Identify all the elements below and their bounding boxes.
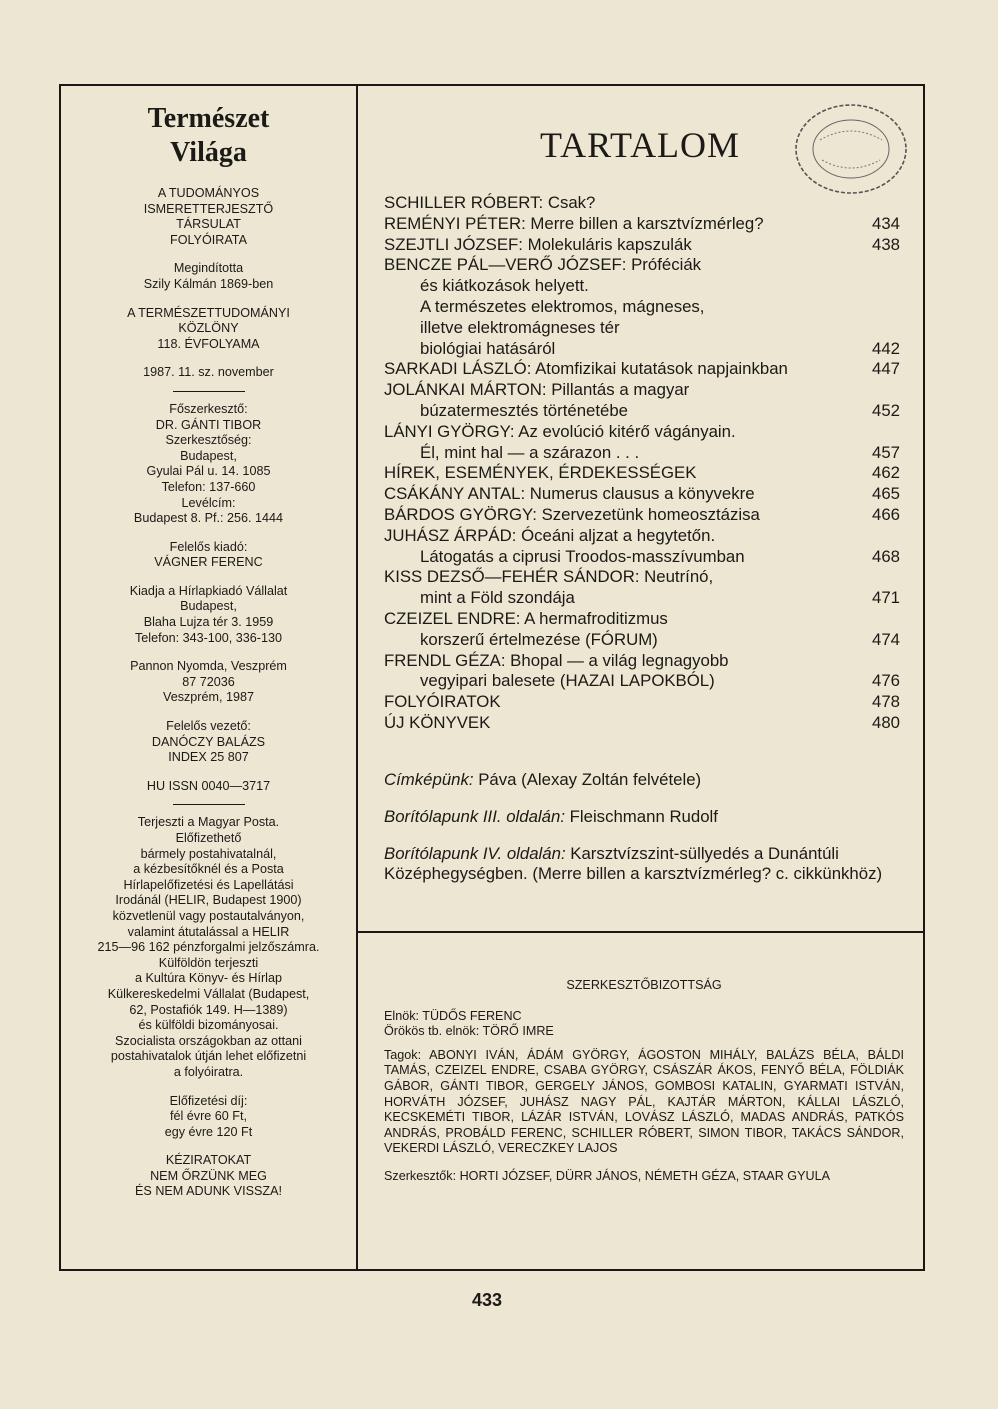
text-line: Szerkesztőség:: [165, 433, 252, 448]
text-line: Blaha Lujza tér 3. 1959: [143, 615, 274, 630]
founded-block: [61, 261, 356, 292]
toc-page-number: 468: [872, 546, 900, 566]
text-line: A TUDOMÁNYOS: [157, 186, 260, 200]
toc-entry: [384, 609, 900, 651]
toc-entry-text: vegyipari balesete (HAZAI LAPOKBÓL): [420, 671, 715, 691]
text-line: ÉS NEM ADUNK VISSZA!: [135, 1184, 282, 1199]
text-line: Budapest,: [180, 599, 237, 614]
text-line: egy évre 120 Ft: [164, 1124, 253, 1139]
toc-entry-text: ÚJ KÖNYVEK: [384, 712, 491, 732]
text-line: KÉZIRATOKAT: [165, 1153, 252, 1168]
toc-page-number: 466: [872, 504, 900, 524]
toc-page-number: 480: [872, 712, 900, 732]
toc-entry-text: búzatermesztés történetébe: [420, 400, 629, 420]
toc-page-number: 476: [872, 671, 900, 691]
text-line: A TERMÉSZETTUDOMÁNYI: [127, 305, 290, 320]
text-line: DR. GÁNTI TIBOR: [155, 417, 262, 432]
text-line: Szily Kálmán 1869-ben: [143, 276, 274, 291]
toc-page-number: 434: [872, 213, 900, 233]
toc-entry-text: BENCZE PÁL—VERŐ JÓZSEF: Próféciák: [384, 255, 702, 275]
text-line: közvetlenül vagy postautalványon,: [112, 908, 305, 923]
toc-page-number: 474: [872, 629, 900, 649]
cover-note-text: Fleischmann Rudolf: [564, 806, 718, 826]
toc-page-number: 462: [872, 463, 900, 483]
toc-entry-text: HÍREK, ESEMÉNYEK, ÉRDEKESSÉGEK: [384, 463, 697, 483]
text-line: Gyulai Pál u. 14. 1085: [146, 464, 271, 479]
text-line: és külföldi bizományosai.: [138, 1018, 279, 1033]
text-line: 62, Postafiók 149. H—1389): [129, 1002, 288, 1017]
text-line: ISMERETTERJESZTŐ: [143, 201, 274, 216]
text-line: Előfizethető: [175, 831, 242, 845]
board-title: SZERKESZTŐBIZOTTSÁG: [566, 978, 722, 992]
toc-entry-text: Látogatás a ciprusi Troodos-masszívumban: [420, 546, 745, 566]
text-line: Szocialista országokban az ottani: [115, 1033, 302, 1048]
cover-note: [384, 807, 904, 828]
distribution-block: [61, 815, 356, 1080]
cover-note: [384, 770, 904, 791]
editorial-block: [61, 402, 356, 527]
toc-page-number: 442: [872, 338, 900, 358]
toc-entry-text: KISS DEZSŐ—FEHÉR SÁNDOR: Neutrínó,: [384, 567, 714, 587]
cover-note-label: Borítólapunk III. oldalán:: [384, 806, 565, 826]
text-line: Külkereskedelmi Vállalat (Budapest,: [107, 986, 310, 1001]
text-line: Budapest 8. Pf.: 256. 1444: [133, 511, 284, 526]
press-block: [61, 659, 356, 706]
toc-entry: [384, 463, 900, 484]
toc-entry: [384, 422, 900, 464]
text-line: a Kultúra Könyv- és Hírlap: [135, 971, 282, 986]
volume-block: [61, 306, 356, 353]
text-line: 215—96 162 pénzforgalmi jelzőszámra.: [97, 940, 320, 955]
toc-entry-text: FOLYÓIRATOK: [384, 692, 501, 712]
toc-entry-text: A természetes elektromos, mágneses,: [420, 296, 705, 316]
text-line: KÖZLÖNY: [178, 321, 239, 336]
magazine-title: Természet Világa: [147, 103, 270, 168]
text-line: INDEX 25 807: [168, 750, 249, 765]
society-block: [61, 186, 356, 248]
toc-entry: [384, 359, 900, 380]
text-line: Kiadja a Hírlapkiadó Vállalat: [129, 583, 288, 598]
text-line: Levélcím:: [181, 495, 236, 510]
text-line: Irodánál (HELIR, Budapest 1900): [115, 893, 302, 908]
masthead-column: [61, 86, 356, 1269]
toc-entry-text: SZEJTLI JÓZSEF: Molekuláris kapszulák: [384, 234, 692, 254]
text-line: Telefon: 343-100, 336-130: [134, 630, 283, 645]
text-line: Telefon: 137-660: [161, 479, 256, 494]
toc-entry: [384, 214, 900, 235]
toc-entry: [384, 193, 900, 214]
rule: [173, 391, 245, 392]
toc-entry-text: FRENDL GÉZA: Bhopal — a világ legnagyobb: [384, 650, 729, 670]
text-line: valamint átutalással a HELIR: [127, 924, 290, 939]
rule: [173, 804, 245, 805]
text-line: Hírlapelőfizetési és Lapellátási: [123, 877, 294, 892]
page-number: 433: [472, 1290, 503, 1310]
toc-entry: [384, 692, 900, 713]
text-line: Főszerkesztő:: [169, 401, 248, 416]
toc-entry: [384, 380, 900, 422]
toc-entry: [384, 484, 900, 505]
cover-note: [384, 844, 904, 886]
toc-page-number: 478: [872, 692, 900, 712]
text-line: VÁGNER FERENC: [154, 555, 263, 570]
table-of-contents: [384, 193, 900, 734]
publisher-block: [61, 540, 356, 571]
cover-notes: [384, 770, 904, 901]
text-line: FOLYÓIRATA: [170, 232, 247, 247]
text-line: TÁRSULAT: [176, 217, 241, 232]
toc-entry-text: illetve elektromágneses tér: [420, 317, 620, 337]
toc-entry-text: SARKADI LÁSZLÓ: Atomfizikai kutatások napjainkban: [384, 359, 788, 379]
toc-entry-text: JUHÁSZ ÁRPÁD: Óceáni aljzat a hegytetőn.: [384, 525, 716, 545]
toc-entry: [384, 505, 900, 526]
text-line: 118. ÉVFOLYAMA: [157, 336, 260, 351]
editorial-board: [384, 978, 904, 1185]
text-line: Pannon Nyomda, Veszprém: [130, 659, 287, 674]
cover-note-label: Borítólapunk IV. oldalán:: [384, 843, 566, 863]
toc-entry-text: és kiátkozások helyett.: [420, 276, 589, 296]
toc-page-number: 471: [872, 588, 900, 608]
cover-note-label: Címképünk:: [384, 770, 474, 789]
toc-entry-text: CSÁKÁNY ANTAL: Numerus clausus a könyvekre: [384, 484, 755, 504]
toc-entry-text: REMÉNYI PÉTER: Merre billen a karsztvízmérleg?: [384, 213, 764, 233]
board-chair: Elnök: TÜDŐS FERENC: [384, 1008, 522, 1023]
text-line: a kézbesítőknél és a Posta: [133, 862, 284, 877]
toc-entry-text: JOLÁNKAI MÁRTON: Pillantás a magyar: [384, 380, 690, 400]
board-editors: Szerkesztők: HORTI JÓZSEF, DÜRR JÁNOS, NÉMETH GÉZA, STAAR GYULA: [384, 1168, 830, 1183]
text-line: Előfizetési díj:: [169, 1093, 248, 1108]
text-line: fél évre 60 Ft,: [170, 1109, 247, 1124]
text-line: Veszprém, 1987: [162, 690, 254, 705]
toc-entry: [384, 651, 900, 693]
issn: HU ISSN 0040—3717: [146, 778, 271, 793]
toc-entry: [384, 713, 900, 734]
toc-entry: [384, 567, 900, 609]
subscription-block: [61, 1094, 356, 1141]
column-divider: [356, 86, 358, 1269]
text-line: 87 72036: [182, 674, 235, 689]
toc-entry-text: Él, mint hal — a szárazon . . .: [420, 442, 640, 462]
board-members: Tagok: ABONYI IVÁN, ÁDÁM GYÖRGY, ÁGOSTON MIHÁLY, BALÁZS BÉLA, BÁLDI TAMÁS, CZEIZEL ENDRE, CSABA GYÖRGY, CSÁSZÁR ÁKOS, FENYŐ BÉLA, FÖLDIÁK GÁBOR, GÁNTI TIBOR, GERGELY JÁNOS, GOMBOSI KATALIN, GYARMATI ISTVÁN, HORVÁTH JÓZSEF, JUHÁSZ NAGY PÁL, KAJTÁR MÁRTON, KÁLLAI LÁSZLÓ, KECSKEMÉTI TIBOR, LÁZÁR ISTVÁN, LOVÁSZ LÁSZLÓ, MADAS ANDRÁS, PATKÓS ANDRÁS, PROBÁLD FERENC, SCHILLER RÓBERT, SIMON TIBOR, TAKÁCS SÁNDOR, VEKERDI LÁSZLÓ, VERECZKEY LAJOS: [384, 1047, 904, 1156]
toc-page-number: 438: [872, 234, 900, 254]
toc-entry: [384, 526, 900, 568]
library-stamp-icon: [792, 100, 910, 198]
text-line: Megindította: [173, 261, 244, 276]
text-line: Felelős vezető:: [166, 719, 251, 734]
company-block: [61, 584, 356, 646]
toc-entry-text: SCHILLER RÓBERT: Csak?: [384, 193, 596, 212]
board-honorary: Örökös tb. elnök: TÖRŐ IMRE: [384, 1024, 554, 1039]
toc-entry-text: biológiai hatásáról: [420, 338, 556, 358]
section-divider: [358, 931, 923, 933]
toc-entry: [384, 255, 900, 359]
toc-entry-text: korszerű értelmezése (FÓRUM): [420, 629, 658, 649]
toc-page-number: 452: [872, 400, 900, 420]
text-line: Budapest,: [180, 448, 237, 463]
cover-note-text: Karsztvízszint-süllyedés a Dunántúli Középhegységben. (Merre billen a karsztvízmérleg? c. cikkünkhöz): [384, 843, 883, 884]
toc-entry-text: LÁNYI GYÖRGY: Az evolúció kitérő vágányain.: [384, 421, 736, 441]
text-line: Külföldön terjeszti: [158, 955, 259, 970]
toc-page-number: 465: [872, 484, 900, 504]
text-line: NEM ŐRZÜNK MEG: [150, 1168, 267, 1183]
text-line: postahivatalok útján lehet előfizetni: [110, 1049, 307, 1064]
toc-entry-text: BÁRDOS GYÖRGY: Szervezetünk homeosztázisa: [384, 504, 760, 524]
text-line: DANÓCZY BALÁZS: [151, 734, 266, 749]
text-line: a folyóiratra.: [173, 1064, 244, 1079]
toc-page-number: 447: [872, 359, 900, 379]
cover-note-text: Páva (Alexay Zoltán felvétele): [473, 770, 702, 789]
toc-entry-text: CZEIZEL ENDRE: A hermafroditizmus: [384, 608, 668, 628]
manager-block: [61, 719, 356, 766]
text-line: Felelős kiadó:: [169, 539, 248, 554]
toc-entry: [384, 235, 900, 256]
issue-date: 1987. 11. sz. november: [143, 365, 274, 380]
notice-block: [61, 1153, 356, 1200]
toc-entry-text: mint a Föld szondája: [420, 588, 575, 608]
toc-title: TARTALOM: [540, 125, 741, 165]
text-line: bármely postahivatalnál,: [140, 846, 277, 861]
text-line: Terjeszti a Magyar Posta.: [137, 815, 280, 830]
toc-page-number: 457: [872, 442, 900, 462]
